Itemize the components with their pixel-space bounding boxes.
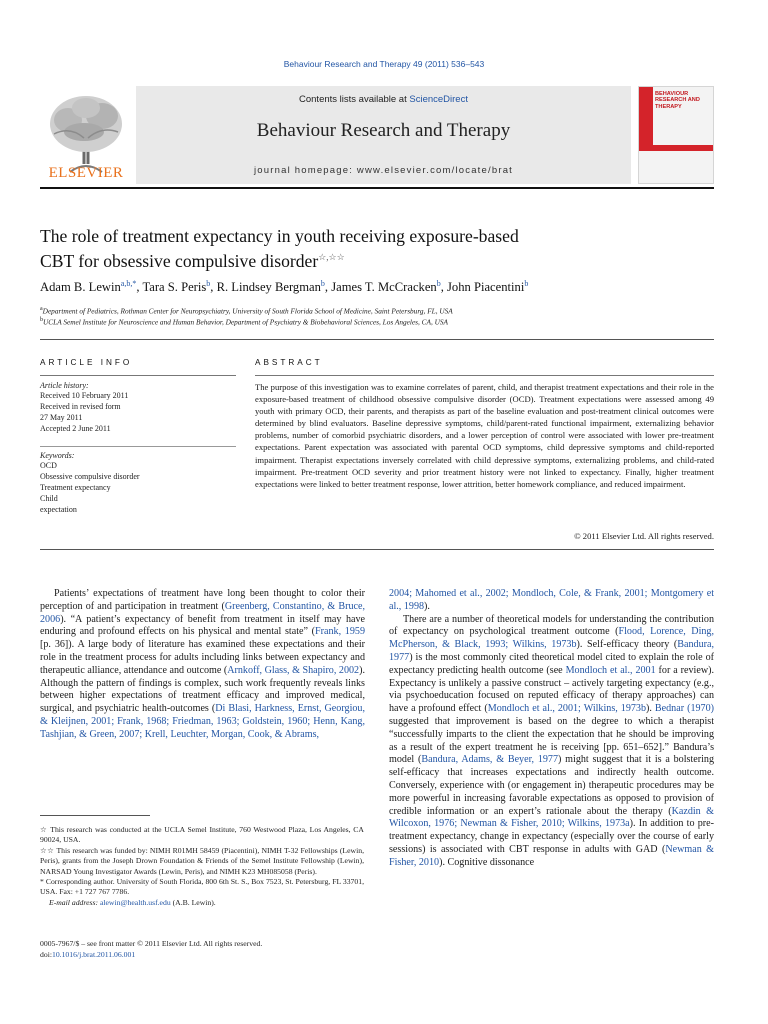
affiliation-a	[40, 306, 714, 315]
body-text: ). “A patient’s expectancy of benefit from treatment in itself may have enduring and profound effects on his physical and mental state” (	[40, 613, 365, 638]
affiliation-marker: b	[40, 317, 43, 323]
footnote-text: This research was conducted at the UCLA Semel Institute, 760 Westwood Plaza, Los Angeles, CA 90024, USA.	[40, 825, 364, 845]
journal-citation-link[interactable]: Behaviour Research and Therapy 49 (2011) 536–543	[283, 59, 485, 69]
footnote-marker: *	[40, 877, 44, 887]
body-text: ). In addition to pre-treatment expectancy, change in expectancy (especially over the course of early sessions) is associated with CBT response in adults with GAD (	[389, 818, 714, 855]
title-line-2: CBT for obsessive compulsive disorder	[40, 250, 319, 271]
footnote-text: This research was funded by: NIMH R01MH 58459 (Piacentini), NIMH T-32 Fellowships (Lewin, Peris), grants from the Joseph Drown Foundation & Friends of the Semel Institute Fellowship (Lewin), NARSAD Young Investigator Awards (Lewin, Peris), and NIMH K23 MH085058 (Peris).	[40, 845, 364, 876]
author-affiliation-marker[interactable]: b	[524, 279, 529, 288]
author-affiliation-marker[interactable]: b	[320, 279, 325, 288]
footnote-divider	[40, 815, 150, 816]
citation-link[interactable]: Mondloch et al., 2001; Wilkins, 1973b	[487, 703, 647, 715]
email-link[interactable]: alewin@health.usf.edu	[99, 897, 171, 907]
abstract-rule	[255, 375, 714, 376]
author-name[interactable]: Adam B. Lewin	[40, 280, 121, 295]
affiliation-marker: a	[40, 306, 43, 312]
citation-link[interactable]: Bandura, 1977	[389, 639, 714, 663]
author-name[interactable]: John Piacentini	[447, 280, 525, 295]
contents-line	[136, 94, 631, 105]
history-line: Received 10 February 2011	[40, 391, 129, 400]
footnote-marker: ☆☆	[40, 845, 55, 855]
journal-cover-thumbnail	[638, 86, 714, 184]
body-text: ). Self-efficacy theory (	[576, 639, 678, 651]
body-text: ).	[424, 600, 430, 612]
citation-link[interactable]: Frank, 1959	[315, 626, 365, 638]
footnote	[40, 877, 364, 898]
doi-label: doi:	[40, 950, 52, 959]
body-right-column	[389, 588, 714, 870]
body-text: ).	[646, 703, 655, 715]
abstract-text: The purpose of this investigation was to examine correlates of parent, child, and therapist treatment expectations and their role in the exposure-based treatment of childhood obsessive compulsive disorder (OCD). Treatment expectations were assessed among 49 youth with primary OCD, their parents, and therapists as part of the baseline evaluation and post-treatment clinical outcomes were determined by blind evaluators. Baseline depressive symptoms, child/parent-rated functional impairment, externalizing behavior problems, number of comorbid psychiatric disorders, and a lower perception of control were associated with lower pre-treatment expectations. Parent expectation was associated with parental OCD symptoms, child depressive symptoms and child-reported impairment. Therapist expectations inversely correlated with child depressive symptoms, externalizing problems, and child-rated impairment. Pre-treatment OCD severity and prior treatment history were not linked to expectancy. Finally, higher treatment expectations were linked to better treatment response, lower attrition, better homework compliance, and reduced impairment.	[255, 382, 714, 489]
footnote-text: Corresponding author. University of South Florida, 800 6th St. S., Box 7523, St. Petersburg, FL 33701, USA. Fax: +1 727 767 7786.	[40, 877, 364, 897]
citation-link[interactable]: Greenberg, Constantino, & Bruce, 2006	[40, 600, 365, 625]
footnote-email	[40, 898, 364, 908]
keywords-label: Keywords:	[40, 451, 75, 460]
front-matter-lines	[40, 938, 380, 960]
keywords-rule	[40, 446, 236, 447]
history-label: Article history:	[40, 381, 89, 390]
citation-link[interactable]: Kazdin & Wilcoxon, 1976; Newman & Fisher, 2010; Wilkins, 1973a	[389, 805, 715, 830]
body-paragraph	[389, 614, 714, 870]
body-text: ). Although the pattern of findings is complex, such work frequently reveals links between higher expectations of treatment efficacy and improved medical, surgical, and psychiatric health-outcomes (	[40, 664, 365, 715]
email-label: E-mail address:	[49, 897, 99, 907]
citation-link[interactable]: Flood, Lorence, Ding, McPherson, & Black, 1993; Wilkins, 1973b	[389, 626, 714, 651]
issn-line: 0005-7967/$ – see front matter © 2011 Elsevier Ltd. All rights reserved.	[40, 939, 263, 948]
doi-line	[40, 949, 380, 960]
article-info-heading: ARTICLE INFO	[40, 358, 133, 367]
article-history	[40, 381, 236, 434]
author-affiliation-marker[interactable]: a,b,*	[120, 279, 137, 288]
body-text: ) is the most commonly cited theoretical model cited to explain the role of expectancy predicting health outcome (see	[389, 651, 714, 676]
journal-title: Behaviour Research and Therapy	[256, 120, 511, 141]
cover-red-band	[639, 145, 713, 151]
author-affiliation-marker[interactable]: b	[206, 279, 211, 288]
body-left-column	[40, 588, 365, 742]
keyword: Treatment expectancy	[40, 483, 111, 492]
citation-link[interactable]: Bandura, Adams, & Beyer, 1977	[421, 754, 559, 766]
cover-title: BEHAVIOUR RESEARCH AND THERAPY	[655, 91, 700, 110]
doi-link[interactable]: 10.1016/j.brat.2011.06.001	[51, 950, 136, 959]
history-line: 27 May 2011	[40, 413, 83, 422]
body-text: ). Cognitive dissonance	[439, 856, 535, 868]
affiliation-text: UCLA Semel Institute for Neuroscience and Human Behavior, Department of Psychiatry & Biobehavioral Sciences, Los Angeles, CA, USA	[43, 317, 448, 327]
sciencedirect-link[interactable]: ScienceDirect	[409, 94, 468, 105]
journal-banner	[136, 86, 631, 184]
body-paragraph	[389, 588, 714, 614]
abstract-divider	[40, 549, 714, 550]
keyword: expectation	[40, 505, 77, 514]
author-name[interactable]: Tara S. Peris	[142, 280, 207, 295]
body-text: Patients’ expectations of treatment have long been thought to color their perception of and participation in treatment (	[40, 588, 365, 612]
header-divider	[40, 187, 714, 189]
footnote	[40, 846, 364, 877]
keyword: Child	[40, 494, 58, 503]
title-divider	[40, 339, 714, 340]
keywords-block	[40, 451, 236, 515]
footnote-marker: ☆	[40, 825, 48, 834]
abstract-heading: ABSTRACT	[255, 358, 323, 367]
affiliation-b	[40, 317, 714, 326]
citation-link[interactable]: 2004; Mahomed et al., 2002; Mondloch, Cole, & Frank, 2001; Montgomery et al., 1998	[389, 588, 714, 612]
body-text: suggested that improvement is based on the degree to which a therapist “successfully imparts to the client the expectation that he should be improving as a result of the expert treatment he is receiving [pp. 651–652].” Bandura’s model (	[389, 715, 714, 766]
body-text: for a review). Expectancy is unlikely a passive construct – actively targeting expectancy (e.g., via psychoeducation focused on reputed efficacy of therapy approaches) can have a profound effect (	[389, 664, 714, 715]
citation-link[interactable]: Mondloch et al., 2001	[565, 664, 656, 676]
title-line-1: The role of treatment expectancy in youth receiving exposure-based	[40, 226, 519, 246]
citation-link[interactable]: Arnkoff, Glass, & Shapiro, 2002	[227, 664, 360, 676]
citation-link[interactable]: Bednar (1970)	[654, 703, 714, 715]
author-list: Adam B. Lewin$^{a,b,*}$, Tara S. Peris$^b$, R. Lindsey Bergman$^b$, James T. McCracken$^b$, John Piacentini$^b$	[40, 279, 529, 295]
history-line: Accepted 2 June 2011	[40, 424, 111, 433]
affiliation-text: Department of Pediatrics, Rothman Center for Neuropsychiatry, University of South Florida School of Medicine, Saint Petersburg, FL, USA	[42, 306, 453, 316]
author-affiliation-marker[interactable]: b	[436, 279, 441, 288]
footnote	[40, 825, 364, 846]
article-info-rule	[40, 375, 236, 376]
contents-prefix: Contents lists available at	[299, 94, 410, 105]
body-text: ) might suggest that it is a bolstering self-efficacy that increases expectations and indirectly health outcome. Conversely, experience with (or engagement in) therapeutic procedures may be more powerful in increasing favorable expectations as opposed to provision of credible information or an expert’s rationale about the therapy (	[389, 754, 714, 817]
body-text: There are a number of theoretical models for understanding the contribution of expectancy on psychological treatment outcome (	[389, 613, 714, 638]
keyword: OCD	[40, 461, 57, 470]
footnotes	[40, 825, 364, 908]
cover-red-bar	[639, 87, 653, 145]
author-name[interactable]: James T. McCracken	[331, 280, 437, 295]
email-suffix: (A.B. Lewin).	[170, 897, 216, 907]
citation-link[interactable]: Di Blasi, Harkness, Ernst, Georgiou, & Kleijnen, 2001; Frank, 1968; Friedman, 1963; Goldstein, 1960; Henn, Kang, Tashjian, & Green, 2007; Krell, Leuchter, Morgan, Cook, & Abrams,	[40, 703, 365, 740]
journal-homepage[interactable]: journal homepage: www.elsevier.com/locate/brat	[253, 165, 514, 176]
body-text: [p. 36]). A large body of literature has examined these expectations and their role in the treatment process for adults including links between expectancy and therapeutic alliance, attendance and outcome (	[40, 639, 365, 676]
citation-link[interactable]: Newman & Fisher, 2010	[389, 843, 714, 868]
keyword: Obsessive compulsive disorder	[40, 472, 140, 481]
history-line: Received in revised form	[40, 402, 121, 411]
title-footnote-marks[interactable]: ☆,☆☆	[318, 252, 345, 262]
author-name[interactable]: R. Lindsey Bergman	[216, 280, 321, 295]
article-title	[40, 226, 680, 272]
publisher-name: ELSEVIER	[48, 165, 124, 181]
body-paragraph	[40, 588, 365, 742]
abstract-copyright: © 2011 Elsevier Ltd. All rights reserved.	[574, 531, 714, 541]
elsevier-logo	[40, 86, 132, 184]
